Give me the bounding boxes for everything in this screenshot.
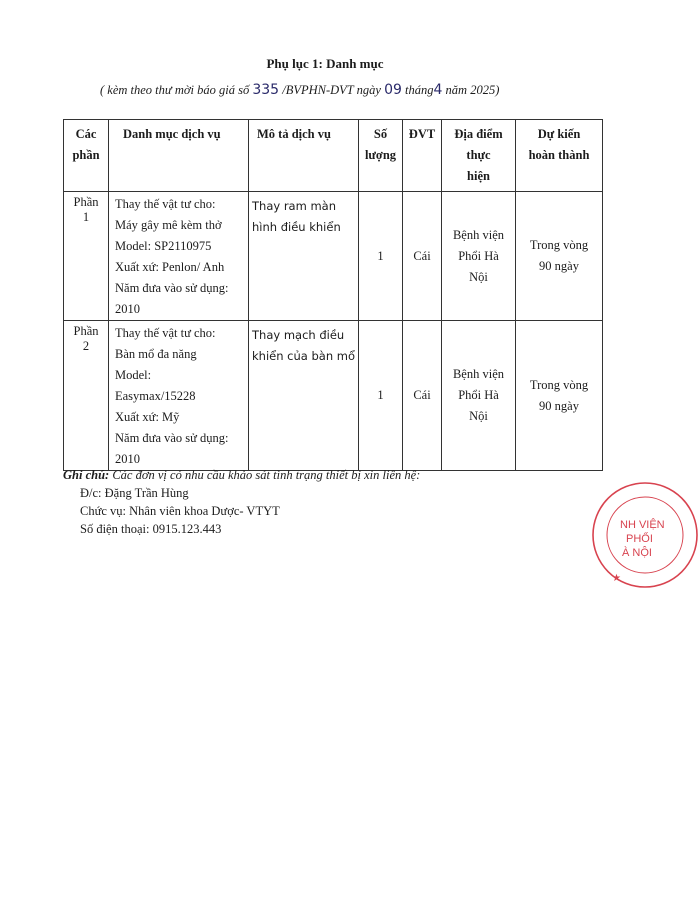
subtitle [100, 82, 570, 98]
header-du-kien: Dự kiến hoàn thành [516, 120, 603, 192]
notes-intro [63, 466, 420, 484]
table-header-row [64, 120, 603, 192]
header-mo-ta: Mô tả dịch vụ [249, 120, 359, 192]
month-value: 4 [433, 82, 443, 98]
document-number: 335 [252, 82, 280, 98]
row-du-kien: Trong vòng 90 ngày [516, 192, 603, 321]
row-mo-ta: Thay ram màn hình điều khiển [249, 192, 359, 321]
contact-name: Đ/c: Đặng Trần Hùng [80, 486, 189, 500]
header-dvt: ĐVT [403, 120, 442, 192]
day-value: 09 [384, 82, 402, 98]
catalog-table [63, 119, 603, 471]
table-row [64, 192, 603, 321]
subtitle-prefix: ( kèm theo thư mời báo giá số [100, 83, 250, 97]
row-dia-diem: Bệnh viện Phổi Hà Nội [442, 321, 516, 471]
row-danh-muc: Thay thế vật tư cho: Bàn mổ đa năng Model: Easymax/15228 Xuất xứ: Mỹ Năm đưa vào sử dụng: 2010 [109, 321, 249, 471]
row-dia-diem: Bệnh viện Phổi Hà Nội [442, 192, 516, 321]
row-mo-ta: Thay mạch điều khiển của bàn mổ [249, 321, 359, 471]
header-dia-diem: Địa điểm thực hiện [442, 120, 516, 192]
row-phan: Phần 1 [64, 192, 109, 321]
stamp-star-icon: ★ [612, 573, 621, 584]
subtitle-mid: /BVPHN-DVT ngày [282, 83, 381, 97]
row-so-luong: 1 [359, 192, 403, 321]
row-phan: Phần 2 [64, 321, 109, 471]
contact-phone: Số điện thoại: 0915.123.443 [80, 522, 222, 536]
stamp-line-2: PHỔI [626, 533, 653, 545]
month-label: tháng [405, 83, 434, 97]
notes-text: Các đơn vị có nhu cầu khảo sát tình trạng thiết bị xin liên hệ: [112, 468, 421, 482]
stamp-line-3: À NỘI [622, 547, 652, 559]
header-danh-muc: Danh mục dịch vụ [109, 120, 249, 192]
table-row [64, 321, 603, 471]
contact-position: Chức vụ: Nhân viên khoa Dược- VTYT [80, 504, 280, 518]
notes-section [63, 466, 420, 538]
row-du-kien: Trong vòng 90 ngày [516, 321, 603, 471]
row-dvt: Cái [403, 192, 442, 321]
row-dvt: Cái [403, 321, 442, 471]
subtitle-suffix: năm 2025) [445, 83, 500, 97]
stamp-line-1: NH VIỆN [620, 519, 665, 531]
row-so-luong: 1 [359, 321, 403, 471]
hospital-stamp [590, 480, 700, 590]
notes-label: Ghi chú: [63, 468, 110, 482]
row-danh-muc: Thay thế vật tư cho: Máy gây mê kèm thở Model: SP2110975 Xuất xứ: Penlon/ Anh Năm đưa vào sử dụng: 2010 [109, 192, 249, 321]
header-cac-phan: Các phần [64, 120, 109, 192]
page-title: Phụ lục 1: Danh mục [266, 56, 384, 71]
header-so-luong: Số lượng [359, 120, 403, 192]
